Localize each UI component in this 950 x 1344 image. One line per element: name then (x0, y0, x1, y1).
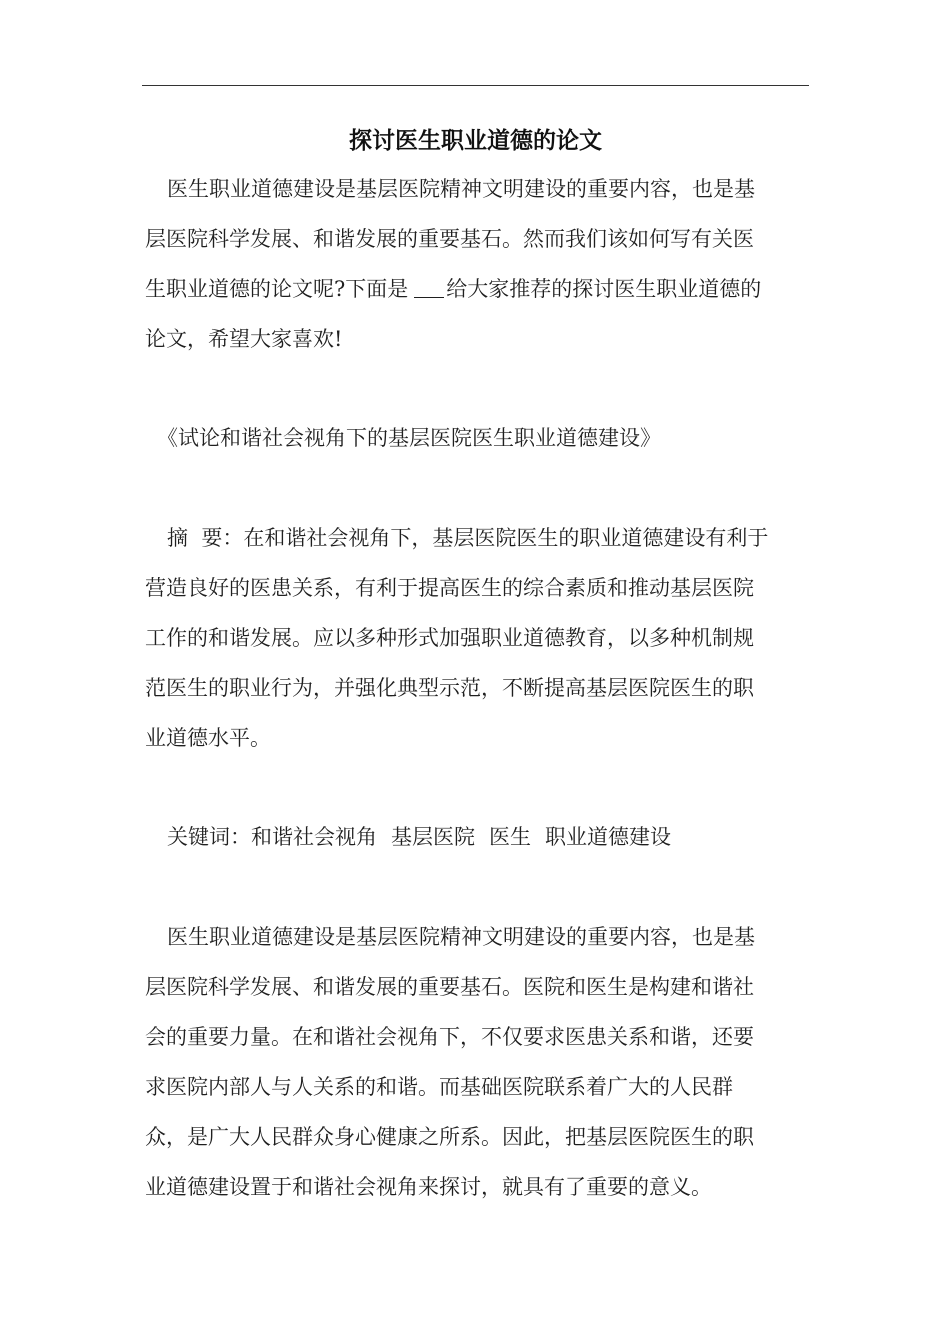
body-line-1: 医生职业道德建设是基层医院精神文明建设的重要内容，也是基 (167, 925, 755, 949)
intro-line-3 (145, 272, 761, 306)
intro-line-2: 层医院科学发展、和谐发展的重要基石。然而我们该如何写有关医 (145, 227, 754, 251)
keywords-label: 关键词： (167, 825, 251, 849)
body-line-2: 层医院科学发展、和谐发展的重要基石。医院和医生是构建和谐社 (145, 975, 754, 999)
keyword-1: 和谐社会视角 (251, 825, 377, 849)
intro-line-3-part-1: 生职业道德的论文呢?下面是 (145, 277, 409, 301)
document-title: 探讨医生职业道德的论文 (349, 127, 602, 154)
intro-line-3-part-2: 给大家推荐的探讨医生职业道德的 (446, 277, 762, 301)
keyword-2: 基层医院 (391, 825, 475, 849)
abstract-line-2: 营造良好的医患关系，有利于提高医生的综合素质和推动基层医院 (145, 576, 754, 600)
body-line-4: 求医院内部人与人关系的和谐。而基础医院联系着广大的人民群 (145, 1075, 733, 1099)
body-line-6: 业道德建设置于和谐社会视角来探讨，就具有了重要的意义。 (145, 1175, 712, 1199)
keywords-line (167, 820, 671, 854)
name-blank (414, 277, 444, 298)
header-rule (142, 85, 809, 86)
intro-line-4: 论文，希望大家喜欢! (145, 327, 343, 351)
keyword-3: 医生 (489, 825, 531, 849)
body-line-5: 众，是广大人民群众身心健康之所系。因此，把基层医院医生的职 (145, 1125, 754, 1149)
keyword-4: 职业道德建设 (545, 825, 671, 849)
abstract-line-5: 业道德水平。 (145, 726, 271, 750)
body-line-3: 会的重要力量。在和谐社会视角下，不仅要求医患关系和谐，还要 (145, 1025, 754, 1049)
intro-line-1: 医生职业道德建设是基层医院精神文明建设的重要内容，也是基 (167, 177, 755, 201)
abstract-line-4: 范医生的职业行为，并强化典型示范，不断提高基层医院医生的职 (145, 676, 754, 700)
paper-title: 《试论和谐社会视角下的基层医院医生职业道德建设》 (157, 426, 661, 450)
abstract-line-3: 工作的和谐发展。应以多种形式加强职业道德教育，以多种机制规 (145, 626, 754, 650)
abstract-line-1: 摘 要：在和谐社会视角下，基层医院医生的职业道德建设有利于 (167, 526, 769, 550)
